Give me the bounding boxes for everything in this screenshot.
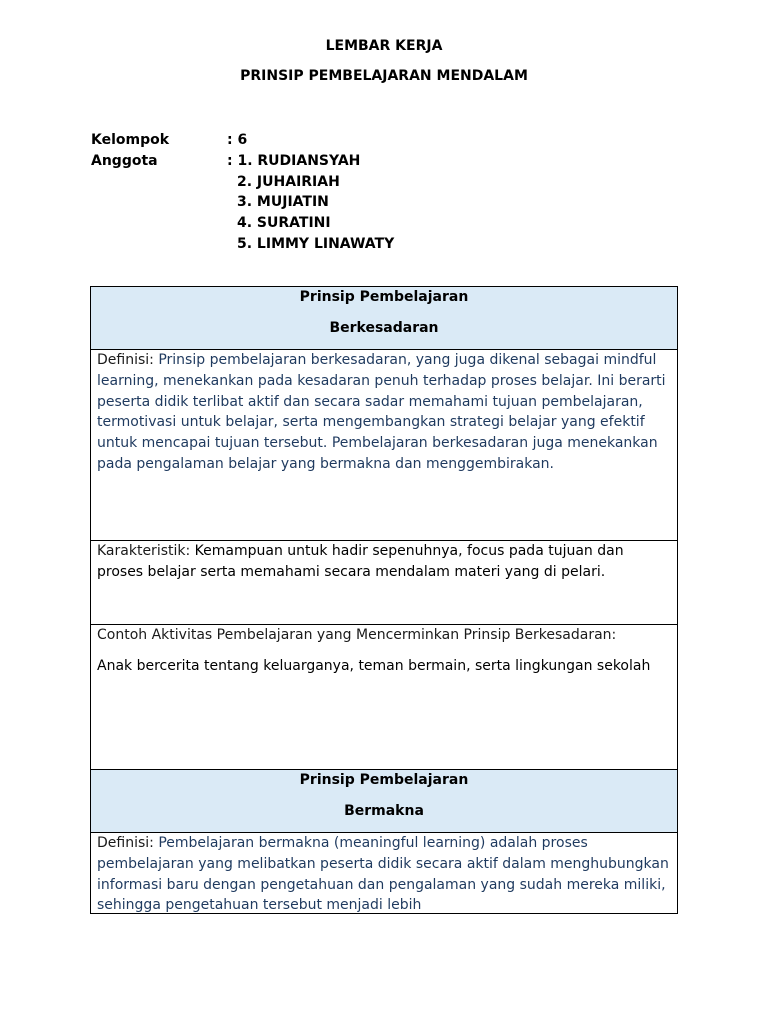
section-header-line-1: Prinsip Pembelajaran [299,772,469,788]
member-list [91,172,394,255]
section-header-line-2: Bermakna [344,803,424,819]
page-subtitle: PRINSIP PEMBELAJARAN MENDALAM [240,68,528,84]
member-item: 5. LIMMY LINAWATY [237,235,395,252]
section-header-bermakna [91,770,677,833]
member-item: 4. SURATINI [237,215,331,232]
characteristic-cell [91,541,677,625]
definition-text: Pembelajaran bermakna (meaningful learning) adalah proses pembelajaran yang melibatkan peserta didik secara aktif dalam menghubungkan informasi baru dengan pengetahuan dan pengalaman yang sudah mereka miliki, sehingga pengetahuan tersebut menjadi lebih [97,835,669,914]
group-value: : 6 [227,132,248,148]
definition-text: Prinsip pembelajaran berkesadaran, yang juga dikenal sebagai mindful learning, menekankan pada kesadaran penuh terhadap proses belajar. Ini berarti peserta didik terlibat aktif dan secara sadar memahami tujuan pembelajaran, termotivasi untuk belajar, serta mengembangkan strategi belajar yang efektif untuk mencapai tujuan tersebut. Pembelajaran berkesadaran juga menekankan pada pengalaman belajar yang bermakna dan menggembirakan. [97,352,666,472]
group-label: Kelompok [91,132,170,148]
members-row [91,151,394,172]
group-info [91,130,394,255]
group-row [91,130,394,151]
worksheet-table [90,286,678,914]
definition-cell [91,833,677,914]
example-cell [91,625,677,770]
member-item: : 1. RUDIANSYAH [227,152,361,169]
definition-label: Definisi: [97,835,154,851]
members-label: Anggota [91,152,158,169]
example-label: Contoh Aktivitas Pembelajaran yang Mencerminkan Prinsip Berkesadaran: [97,627,617,643]
characteristic-text: Kemampuan untuk hadir sepenuhnya, focus pada tujuan dan proses belajar serta memahami secara mendalam materi yang di pelari. [97,543,624,580]
section-header-berkesadaran [91,287,677,350]
section-header-line-1: Prinsip Pembelajaran [299,289,469,305]
definition-label: Definisi: [97,352,154,368]
definition-cell [91,350,677,541]
example-text: Anak bercerita tentang keluarganya, teman bermain, serta lingkungan sekolah [97,657,651,674]
member-item: 2. JUHAIRIAH [237,173,340,190]
section-header-line-2: Berkesadaran [329,320,439,336]
characteristic-label: Karakteristik: [97,543,191,559]
page-title: LEMBAR KERJA [325,38,443,54]
member-item: 3. MUJIATIN [237,194,329,211]
